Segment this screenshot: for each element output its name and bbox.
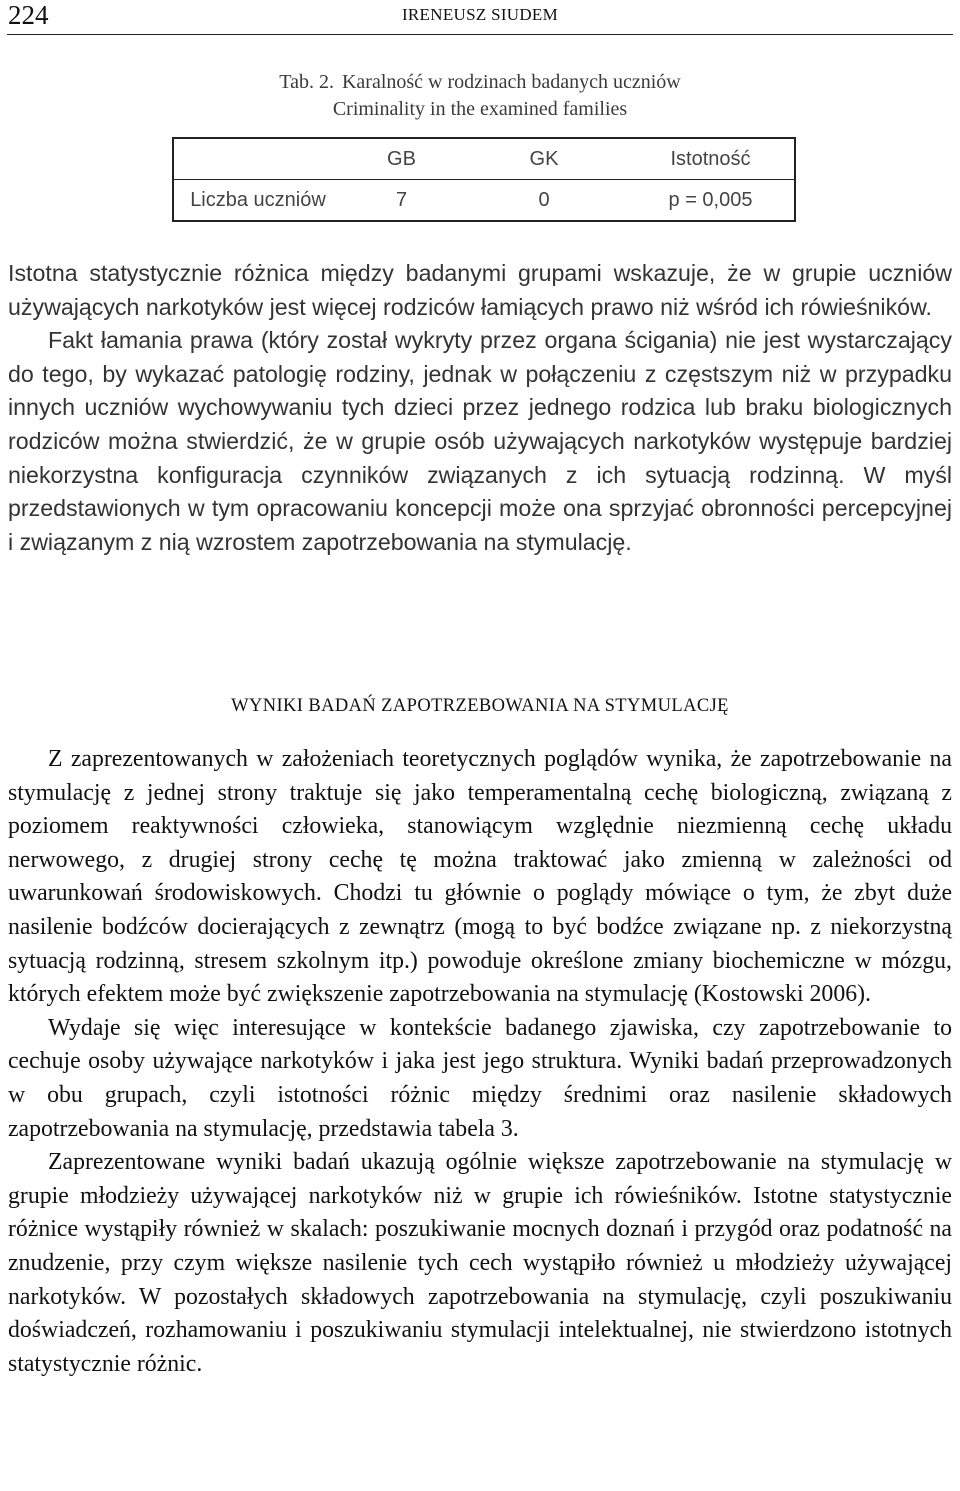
paragraph: Zaprezentowane wyniki badań ukazują ogólnie większe zapotrzebowanie na stymulację w grupie młodzieży używającej narkotyków niż w grupie ich rówieśników. Istotne statystycznie różnice wystąpiły również w skalach: poszukiwanie mocnych doznań i przygód oraz podatność na znudzenie, przy czym większe nasilenie tych cech wystąpiło również u młodzieży używającej narkotyków. W pozostałych składowych zapotrzebowania na stymulację, czyli poszukiwaniu doświadczeń, rozhamowaniu i poszukiwaniu stymulacji intelektualnej, nie stwierdzono istotnych statystycznie różnic. bbox=[8, 1149, 952, 1377]
body-text-sans bbox=[8, 257, 952, 559]
section-heading: WYNIKI BADAŃ ZAPOTRZEBOWANIA NA STYMULACJĘ bbox=[231, 696, 729, 716]
table-label: Tab. 2. bbox=[279, 71, 334, 93]
cell-gb: 7 bbox=[342, 180, 461, 222]
row-label: Liczba uczniów bbox=[173, 180, 342, 222]
cell-significance: p = 0,005 bbox=[627, 180, 795, 222]
paragraph: Z zaprezentowanych w założeniach teoretycznych poglądów wynika, że zapotrzebowanie na stymulację z jednej strony traktuje się jako temperamentalną cechę biologiczną, związaną z poziomem reaktywności człowieka, stanowiącym względnie niezmienną cechę układu nerwowego, z drugiej strony cechę tę można traktować jako zmienną w zależności od uwarunkowań środowiskowych. Chodzi tu głównie o poglądy mówiące o tym, że zbyt duże nasilenie bodźców docierających z zewnątrz (mogą to być bodźce związane np. z niekorzystną sytuacją rodzinną, stresem szkolnym itp.) powoduje określone zmiany biochemiczne w mózgu, których efektem może być zwiększenie zapotrzebowania na stymulację (Kostowski 2006). bbox=[8, 746, 952, 1008]
header-rule bbox=[7, 34, 953, 35]
table-title-en: Criminality in the examined families bbox=[332, 98, 628, 120]
running-head: IRENEUSZ SIUDEM bbox=[401, 5, 559, 24]
table-header-row bbox=[173, 138, 795, 180]
page-number: 224 bbox=[8, 0, 49, 30]
column-header-gb: GB bbox=[342, 138, 461, 180]
criminality-table bbox=[172, 137, 796, 222]
table-caption bbox=[0, 69, 960, 95]
table-row bbox=[173, 180, 795, 222]
table-title-pl: Karalność w rodzinach badanych uczniów bbox=[341, 71, 681, 93]
column-header-gk: GK bbox=[461, 138, 627, 180]
paragraph: Istotna statystycznie różnica między badanymi grupami wskazuje, że w grupie uczniów używających narkotyków jest więcej rodziców łamiących prawo niż wśród ich rówieśników. bbox=[8, 260, 952, 320]
cell-gk: 0 bbox=[461, 180, 627, 222]
column-header-empty bbox=[173, 138, 342, 180]
paragraph: Wydaje się więc interesujące w kontekście badanego zjawiska, czy zapotrzebowanie to cechuje osoby używające narkotyków i jaka jest jego struktura. Wyniki badań przeprowadzonych w obu grupach, czyli istotności różnic między średnimi oraz nasilenie składowych zapotrzebowania na stymulację, przedstawia tabela 3. bbox=[8, 1014, 952, 1142]
paragraph: Fakt łamania prawa (który został wykryty przez organa ścigania) nie jest wystarczający do tego, by wykazać patologię rodziny, jednak w połączeniu z częstszym niż w przypadku innych uczniów wychowywaniu tych dzieci przez jednego rodzica lub braku biologicznych rodziców można stwierdzić, że w grupie osób używających narkotyków występuje bardziej niekorzystna konfiguracja czynników związanych z ich sytuacją rodzinną. W myśl przedstawionych w tym opracowaniu koncepcji może ona sprzyjać obronności percepcyjnej i związanym z nią wzrostem zapotrzebowania na stymulację. bbox=[8, 327, 952, 555]
body-text-serif bbox=[8, 743, 952, 1381]
column-header-significance: Istotność bbox=[627, 138, 795, 180]
